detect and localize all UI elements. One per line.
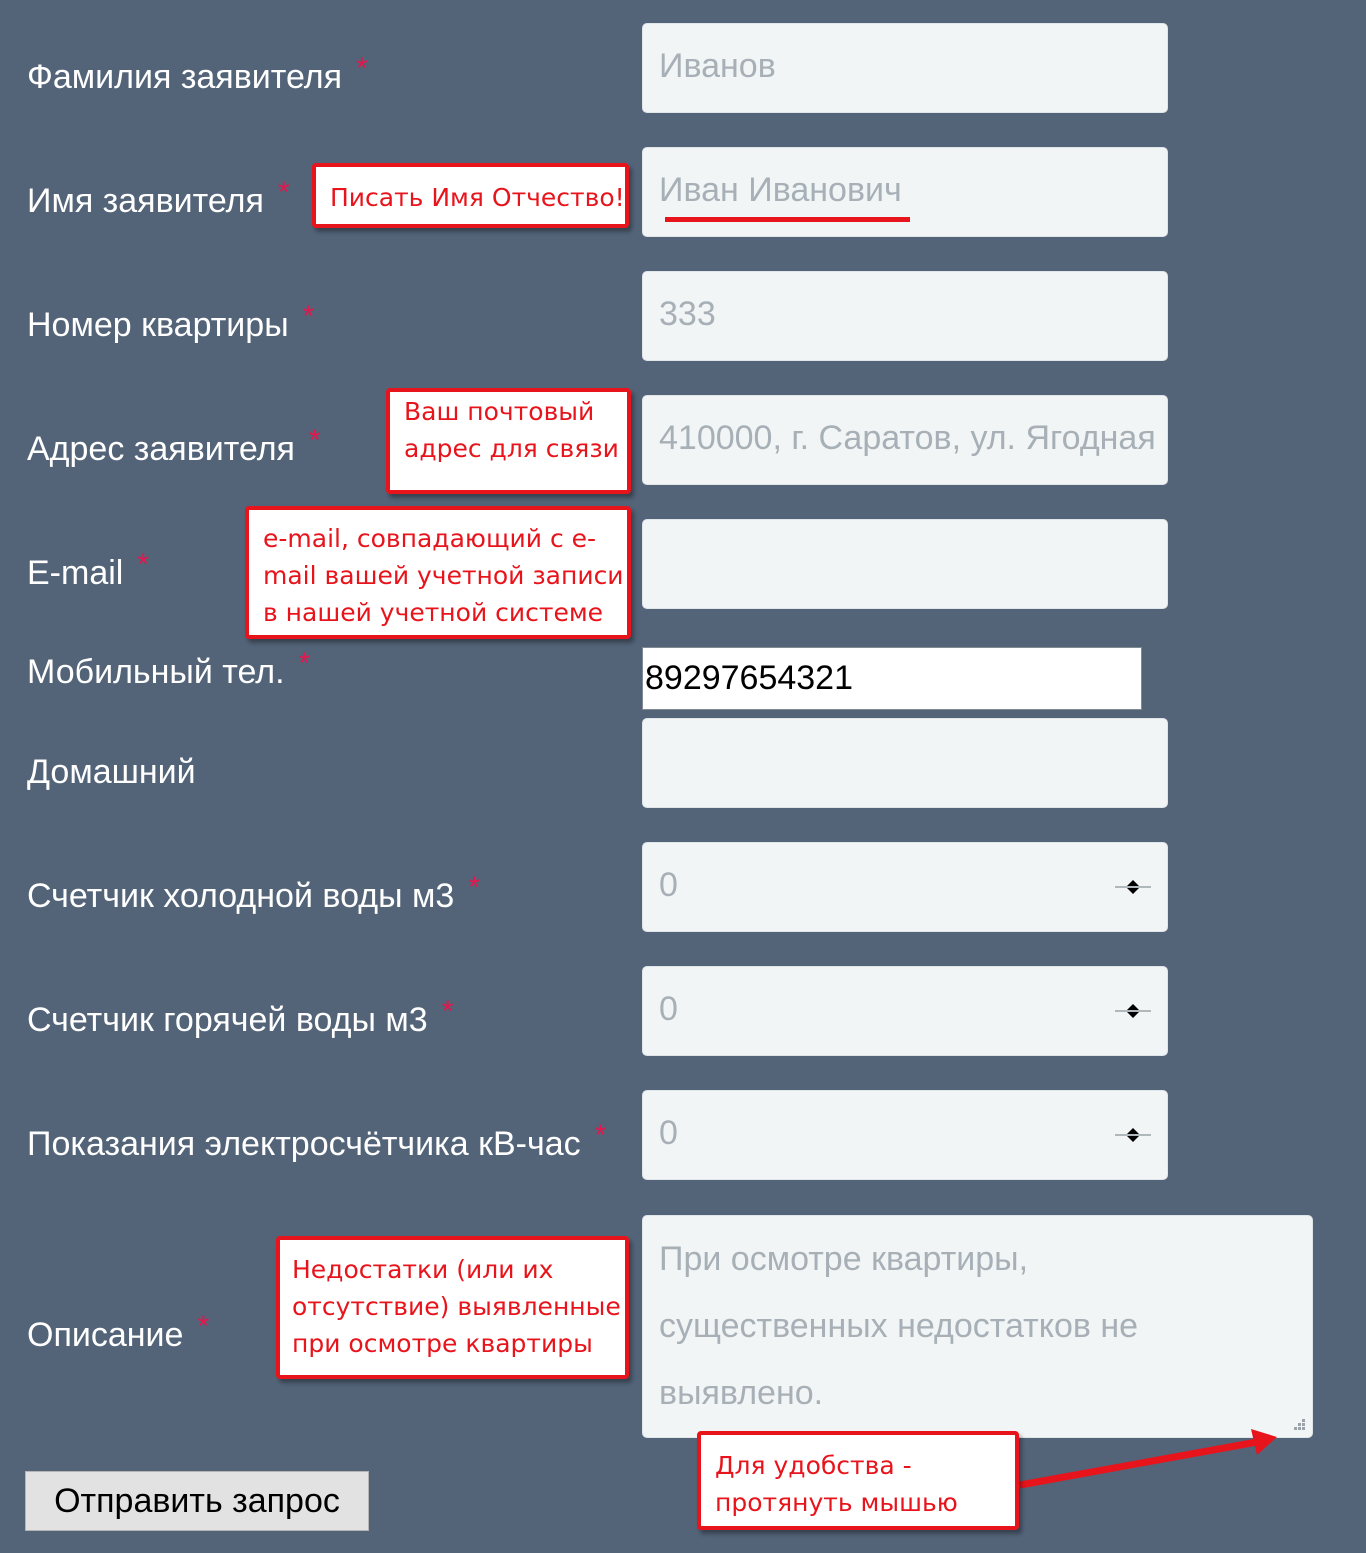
mobile-input[interactable]: 89297654321 bbox=[642, 647, 1142, 710]
red-arrow bbox=[1015, 1425, 1285, 1495]
address-input[interactable]: 410000, г. Саратов, ул. Ягодная bbox=[642, 395, 1168, 485]
label-mobile: Мобильный тел. * bbox=[27, 647, 311, 691]
spinner-arrows-icon[interactable] bbox=[1115, 1127, 1151, 1143]
email-input[interactable] bbox=[642, 519, 1168, 609]
resize-grip-icon[interactable] bbox=[1292, 1417, 1306, 1431]
label-electricity: Показания электросчётчика кВ-час * bbox=[27, 1119, 607, 1163]
callout-description: Недостатки (или их отсутствие) выявленные при осмотре квартиры bbox=[276, 1236, 629, 1379]
spinner-arrows-icon[interactable] bbox=[1115, 1003, 1151, 1019]
label-cold-water: Счетчик холодной воды м3 * bbox=[27, 871, 480, 915]
label-address: Адрес заявителя * bbox=[27, 424, 321, 468]
label-description: Описание * bbox=[27, 1310, 210, 1354]
label-email: E-mail * bbox=[27, 548, 150, 592]
callout-resize: Для удобства - протянуть мышью bbox=[697, 1431, 1019, 1530]
callout-email: e-mail, совпадающий с e- mail вашей учетной записи в нашей учетной системе bbox=[245, 506, 631, 639]
label-apartment: Номер квартиры * bbox=[27, 300, 315, 344]
callout-address: Ваш почтовый адрес для связи bbox=[386, 388, 631, 494]
home-input[interactable] bbox=[642, 718, 1168, 808]
cold-water-input[interactable]: 0 bbox=[642, 842, 1168, 932]
surname-input[interactable]: Иванов bbox=[642, 23, 1168, 113]
spinner-arrows-icon[interactable] bbox=[1115, 879, 1151, 895]
label-home: Домашний bbox=[27, 753, 196, 791]
callout-name: Писать Имя Отчество! bbox=[312, 163, 629, 228]
label-surname: Фамилия заявителя * bbox=[27, 52, 368, 96]
label-name: Имя заявителя * bbox=[27, 176, 290, 220]
description-textarea[interactable]: При осмотре квартиры, существенных недостатков не выявлено. bbox=[642, 1215, 1313, 1438]
submit-button[interactable]: Отправить запрос bbox=[25, 1471, 369, 1531]
label-hot-water: Счетчик горячей воды м3 * bbox=[27, 995, 454, 1039]
electricity-input[interactable]: 0 bbox=[642, 1090, 1168, 1180]
apartment-input[interactable]: 333 bbox=[642, 271, 1168, 361]
hot-water-input[interactable]: 0 bbox=[642, 966, 1168, 1056]
name-input[interactable]: Иван Иванович bbox=[642, 147, 1168, 237]
name-underline bbox=[665, 217, 910, 222]
